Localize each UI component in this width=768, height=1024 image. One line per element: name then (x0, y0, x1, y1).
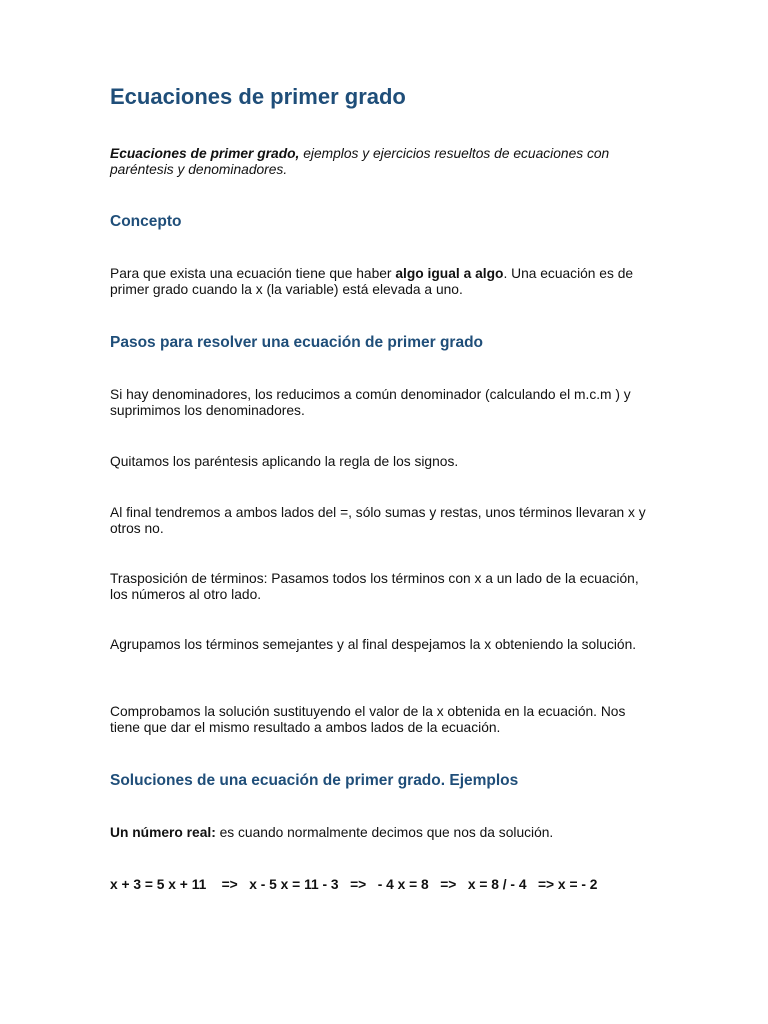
concepto-heading: Concepto (110, 213, 182, 230)
intro-rest: ejemplos y ejercicios resueltos de ecuaciones con paréntesis y denominadores. (110, 146, 610, 177)
paso-1: Si hay denominadores, los reducimos a común denominador (calculando el m.c.m ) y suprimimos los denominadores. (110, 387, 631, 418)
paso-5: Agrupamos los términos semejantes y al final despejamos la x obteniendo la solución. (110, 637, 637, 652)
soluciones-heading: Soluciones de una ecuación de primer grado. Ejemplos (110, 772, 519, 789)
concepto-text-bold: algo igual a algo (395, 266, 504, 281)
concepto-paragraph (110, 266, 655, 298)
paso-4: Trasposición de términos: Pasamos todos los términos con x a un lado de la ecuación, los números al otro lado. (110, 571, 639, 602)
intro-bold: Ecuaciones de primer grado, (110, 146, 300, 161)
page-title: Ecuaciones de primer grado (110, 84, 406, 109)
concepto-text-before: Para que exista una ecuación tiene que haber (110, 266, 396, 281)
concepto-text-after: . Una ecuación es de primer grado cuando la x (la variable) está elevada a uno. (110, 266, 634, 297)
paso-6: Comprobamos la solución sustituyendo el valor de la x obtenida en la ecuación. Nos tiene que dar el mismo resultado a ambos lados de la ecuación. (110, 704, 626, 735)
numero-real-bold: Un número real: (110, 825, 216, 840)
paso-2: Quitamos los paréntesis aplicando la regla de los signos. (110, 454, 459, 469)
intro-paragraph (110, 146, 655, 178)
paso-3: Al final tendremos a ambos lados del =, sólo sumas y restas, unos términos llevaran x y otros no. (110, 505, 646, 536)
pasos-heading: Pasos para resolver una ecuación de primer grado (110, 334, 484, 351)
numero-real-rest: es cuando normalmente decimos que nos da solución. (215, 825, 554, 840)
numero-real-paragraph (110, 825, 655, 841)
example-equation: x + 3 = 5 x + 11 => x - 5 x = 11 - 3 => - 4 x = 8 => x = 8 / - 4 => x = - 2 (110, 877, 598, 892)
